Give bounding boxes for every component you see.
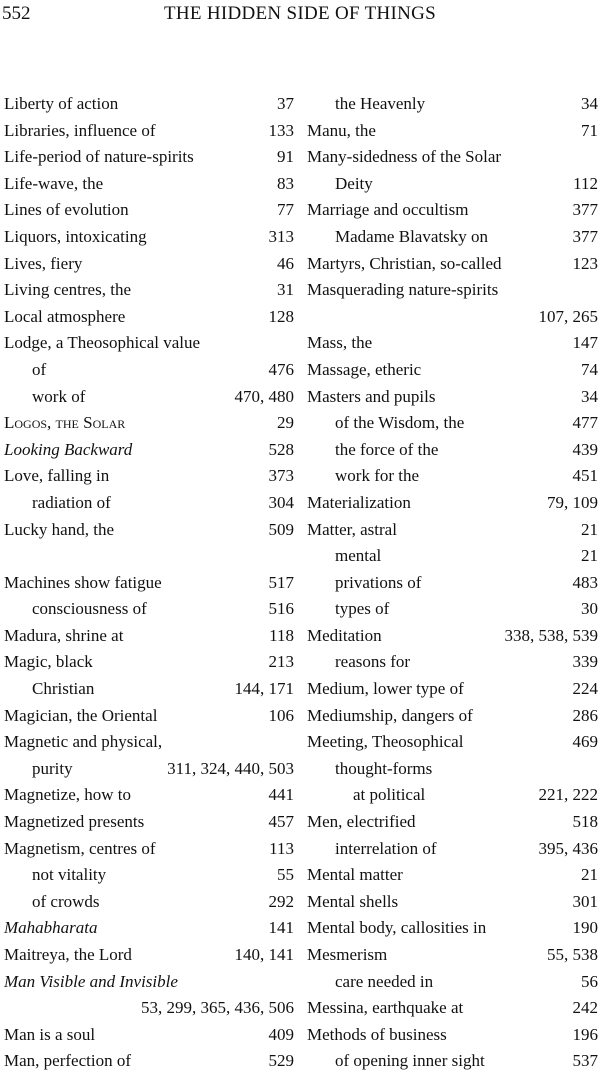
index-page-numbers: 483: [572, 572, 598, 592]
index-term: Madura, shrine at: [4, 625, 124, 645]
index-term: Lives, fiery: [4, 253, 83, 273]
index-term: the Heavenly: [335, 94, 426, 113]
index-entry: [4, 623, 294, 650]
index-term: work of: [32, 386, 86, 406]
index-page-numbers: 140, 141: [234, 945, 294, 964]
index-entry: [307, 171, 598, 198]
index-entry: [4, 118, 294, 145]
index-term: Massage, etheric: [307, 359, 422, 379]
index-page-numbers: 34: [581, 386, 598, 406]
index-term: Magnetize, how to: [4, 785, 131, 805]
index-term: Life-wave, the: [4, 173, 104, 193]
index-entry: [307, 942, 598, 969]
index-term: Many-sidedness of the Solar: [307, 147, 502, 167]
index-term: Love, falling in: [4, 466, 110, 486]
index-term: the force of the: [335, 439, 439, 459]
index-entry: [4, 649, 294, 676]
index-entry: [307, 91, 598, 118]
index-page-numbers: 338, 538, 539: [504, 625, 598, 645]
index-term: Man is a soul: [4, 1024, 96, 1044]
index-term: Man Visible and Invisible: [4, 971, 178, 991]
index-page-numbers: 221, 222: [538, 785, 598, 805]
index-term: Liquors, intoxicating: [4, 226, 147, 246]
index-term: types of: [335, 599, 390, 619]
index-page-numbers: 37: [277, 94, 294, 113]
index-page-numbers: 213: [268, 652, 294, 672]
index-term: Marriage and occultism: [307, 200, 469, 220]
index-page-numbers: 301: [572, 891, 598, 911]
index-page-numbers: 529: [268, 1051, 294, 1071]
index-entry: [4, 942, 294, 969]
index-term: Life-period of nature-spirits: [4, 147, 194, 167]
index-term: Looking Backward: [4, 439, 133, 459]
index-term: Libraries, influence of: [4, 120, 156, 140]
index-entry: [307, 144, 598, 171]
index-page-numbers: 91: [277, 147, 294, 167]
index-entry: [307, 543, 598, 570]
index-term: radiation of: [32, 492, 111, 512]
index-entry: [307, 118, 598, 145]
index-entry: [4, 782, 294, 809]
index-column-left: [4, 91, 294, 1075]
index-term: Mediumship, dangers of: [307, 705, 473, 725]
index-term: Magician, the Oriental: [4, 705, 158, 725]
index-term: privations of: [335, 572, 422, 592]
index-entry: [307, 649, 598, 676]
index-page-numbers: 34: [581, 94, 598, 113]
index-entry: [307, 490, 598, 517]
index-entry: [4, 676, 294, 703]
index-term: interrelation of: [335, 838, 437, 858]
index-term: Lines of evolution: [4, 200, 129, 220]
index-entry: [307, 862, 598, 889]
index-entry: [4, 91, 294, 118]
index-term: thought-forms: [335, 758, 433, 778]
index-term: consciousness of: [32, 599, 147, 619]
index-page-numbers: 144, 171: [234, 679, 294, 699]
index-term: Magnetic and physical,: [4, 732, 163, 752]
index-entry: [4, 144, 294, 171]
index-entry: [4, 410, 294, 437]
index-page-numbers: 55, 538: [547, 945, 598, 964]
index-entry: [4, 703, 294, 730]
index-term: Masters and pupils: [307, 386, 436, 406]
index-term: Liberty of action: [4, 94, 119, 113]
index-page-numbers: 196: [572, 1024, 598, 1044]
index-page-numbers: 469: [572, 732, 598, 752]
index-entry: [4, 969, 294, 996]
index-page-numbers: 509: [268, 519, 294, 539]
index-term: Maitreya, the Lord: [4, 945, 132, 964]
index-term: Logos, the Solar: [4, 413, 126, 433]
index-page-numbers: 441: [268, 785, 294, 805]
index-page-numbers: 311, 324, 440, 503: [167, 758, 294, 778]
index-page-numbers: 409: [268, 1024, 294, 1044]
index-entry: [4, 463, 294, 490]
index-term: Mental body, callosities in: [307, 918, 487, 938]
index-term: Men, electrified: [307, 812, 416, 832]
index-page-numbers: 395, 436: [538, 838, 598, 858]
index-entry: [4, 836, 294, 863]
index-page-numbers: 46: [277, 253, 294, 273]
index-term: Masquerading nature-spirits: [307, 280, 499, 300]
index-page-numbers: 21: [581, 519, 598, 539]
index-page-numbers: 304: [268, 492, 294, 512]
index-page-numbers: 451: [572, 466, 598, 486]
index-entry: [307, 809, 598, 836]
index-term: mental: [335, 546, 382, 566]
index-entry: [4, 889, 294, 916]
index-term: Methods of business: [307, 1024, 447, 1044]
index-entry: [307, 517, 598, 544]
index-page-numbers: 470, 480: [234, 386, 294, 406]
index-page-numbers: 83: [277, 173, 294, 193]
index-page-numbers: 29: [277, 413, 294, 433]
running-title: THE HIDDEN SIDE OF THINGS: [163, 3, 437, 24]
index-term: Man, perfection of: [4, 1051, 131, 1071]
index-page-numbers: 141: [268, 918, 294, 938]
index-page-numbers: 74: [581, 359, 598, 379]
index-page-numbers: 107, 265: [538, 306, 598, 326]
index-page-numbers: 128: [268, 306, 294, 326]
index-entry: [307, 570, 598, 597]
index-entry: [4, 862, 294, 889]
index-term: care needed in: [335, 971, 434, 991]
index-entry: [4, 729, 294, 756]
index-entry: [307, 277, 598, 304]
index-entry: [4, 1048, 294, 1075]
index-term: Mesmerism: [307, 945, 388, 964]
index-entry: [307, 357, 598, 384]
index-page-numbers: 106: [268, 705, 294, 725]
index-page-numbers: 123: [572, 253, 598, 273]
index-term: Meeting, Theosophical: [307, 732, 464, 752]
index-term: Living centres, the: [4, 280, 131, 300]
index-entry: [4, 570, 294, 597]
index-term: Manu, the: [307, 120, 376, 140]
index-page-numbers: 77: [277, 200, 294, 220]
index-term: Magnetized presents: [4, 812, 145, 832]
index-column-right: [307, 91, 598, 1075]
index-term: Local atmosphere: [4, 306, 126, 326]
index-term: of the Wisdom, the: [335, 413, 465, 433]
index-entry: [4, 596, 294, 623]
index-term: Medium, lower type of: [307, 679, 464, 699]
index-entry: [307, 463, 598, 490]
index-term: Mahabharata: [4, 918, 98, 938]
index-entry: [4, 330, 294, 357]
index-term: Mental matter: [307, 865, 403, 885]
index-term: reasons for: [335, 652, 411, 672]
index-page-numbers: 56: [581, 971, 598, 991]
index-entry: [307, 836, 598, 863]
index-term: Mental shells: [307, 891, 399, 911]
index-entry: [307, 596, 598, 623]
index-page-numbers: 30: [581, 599, 598, 619]
index-term: Magnetism, centres of: [4, 838, 156, 858]
index-page-numbers: 313: [268, 226, 294, 246]
index-entry: [307, 437, 598, 464]
index-page-numbers: 339: [572, 652, 598, 672]
index-page-numbers: 21: [581, 546, 598, 566]
index-entry: [4, 384, 294, 411]
index-entry: [307, 224, 598, 251]
index-entry: [307, 197, 598, 224]
index-entry: [307, 1048, 598, 1075]
index-term: of: [32, 359, 47, 379]
index-term: work for the: [335, 466, 420, 486]
index-page-numbers: 147: [572, 333, 598, 353]
index-page-numbers: 477: [572, 413, 598, 433]
index-page-numbers: 79, 109: [547, 492, 598, 512]
index-term: Lucky hand, the: [4, 519, 114, 539]
index-term: Madame Blavatsky on: [335, 226, 488, 246]
index-entry: [307, 304, 598, 331]
index-term: Martyrs, Christian, so-called: [307, 253, 502, 273]
index-entry: [4, 357, 294, 384]
index-page-numbers: 377: [572, 200, 598, 220]
index-entry: [4, 251, 294, 278]
index-page-numbers: 457: [268, 812, 294, 832]
index-page-numbers: 537: [572, 1051, 598, 1071]
index-entry: [307, 330, 598, 357]
page-header: [0, 0, 600, 34]
index-term: Magic, black: [4, 652, 93, 672]
index-page-numbers: 518: [572, 812, 598, 832]
index-entry: [4, 1022, 294, 1049]
index-term: Messina, earthquake at: [307, 998, 464, 1018]
index-page-numbers: 476: [268, 359, 294, 379]
index-entry: [4, 224, 294, 251]
index-entry: [307, 676, 598, 703]
index-term: Lodge, a Theosophical value: [4, 333, 201, 353]
index-term: Deity: [335, 173, 373, 193]
index-term: Machines show fatigue: [4, 572, 162, 592]
index-entry: [307, 889, 598, 916]
index-entry: [307, 995, 598, 1022]
index-term: Matter, astral: [307, 519, 397, 539]
index-entry: [307, 782, 598, 809]
index-entry: [307, 969, 598, 996]
index-page-numbers: 53, 299, 365, 436, 506: [141, 998, 294, 1018]
index-term: Materialization: [307, 492, 411, 512]
index-page-numbers: 71: [581, 120, 598, 140]
index-page-numbers: 292: [268, 891, 294, 911]
index-page-numbers: 373: [268, 466, 294, 486]
index-entry: [307, 1022, 598, 1049]
index-entry: [4, 437, 294, 464]
index-page-numbers: 377: [572, 226, 598, 246]
index-page-numbers: 242: [572, 998, 598, 1018]
index-term: not vitality: [32, 865, 107, 885]
page-number: 552: [2, 3, 31, 24]
index-term: purity: [32, 758, 73, 778]
index-entry: [307, 410, 598, 437]
index-entry: [4, 277, 294, 304]
index-page-numbers: 31: [277, 280, 294, 300]
index-entry: [307, 623, 598, 650]
index-entry: [4, 197, 294, 224]
index-page-numbers: 118: [269, 625, 294, 645]
index-entry: [307, 915, 598, 942]
index-entry: [4, 490, 294, 517]
index-term: of crowds: [32, 891, 100, 911]
index-term: at political: [353, 785, 426, 805]
index-entry: [307, 756, 598, 783]
index-page-numbers: 224: [572, 679, 598, 699]
index-page-numbers: 133: [268, 120, 294, 140]
index-page-numbers: 528: [268, 439, 294, 459]
index-entry: [4, 995, 294, 1022]
index-page-numbers: 517: [268, 572, 294, 592]
index-page-numbers: 112: [573, 173, 598, 193]
index-term: of opening inner sight: [335, 1051, 485, 1071]
index-entry: [4, 809, 294, 836]
index-page-numbers: 21: [581, 865, 598, 885]
index-page-numbers: 55: [277, 865, 294, 885]
index-entry: [307, 251, 598, 278]
index-entry: [4, 915, 294, 942]
index-term: Christian: [32, 679, 95, 699]
index-page-numbers: 439: [572, 439, 598, 459]
index-entry: [4, 171, 294, 198]
index-entry: [4, 756, 294, 783]
index-entry: [307, 384, 598, 411]
index-page-numbers: 113: [269, 838, 294, 858]
index-term: Meditation: [307, 625, 382, 645]
index-entry: [4, 517, 294, 544]
index-term: Mass, the: [307, 333, 373, 353]
index-page-numbers: 190: [572, 918, 598, 938]
index-entry: [4, 304, 294, 331]
index-page-numbers: 516: [268, 599, 294, 619]
index-page-numbers: 286: [572, 705, 598, 725]
index-entry: [307, 703, 598, 730]
index-entry: [307, 729, 598, 756]
